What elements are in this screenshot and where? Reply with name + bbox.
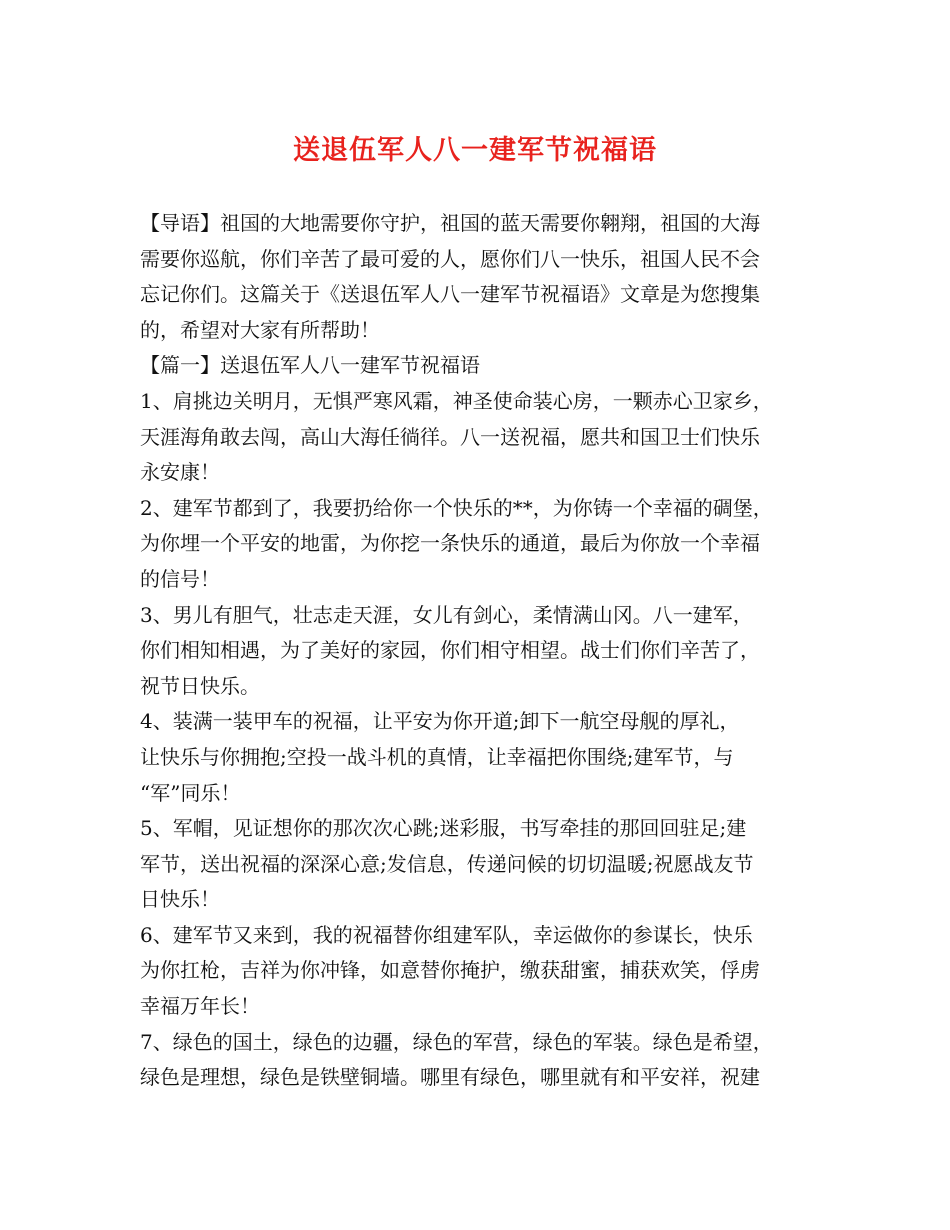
text-line: 军节，送出祝福的深深心意;发信息，传递问候的切切温暖;祝愿战友节: [140, 851, 754, 876]
text-line: 祝节日快乐。: [140, 673, 260, 698]
text-line: 绿色是理想，绿色是铁壁铜墙。哪里有绿色，哪里就有和平安祥，祝建: [140, 1065, 760, 1090]
text-line: 为你埋一个平安的地雷，为你挖一条快乐的通道，最后为你放一个幸福: [140, 531, 760, 556]
text-line: 6、建军节又来到，我的祝福替你组建军队，幸运做你的参谋长，快乐: [140, 922, 753, 947]
text-line: 4、装满一装甲车的祝福，让平安为你开道;卸下一航空母舰的厚礼，: [140, 709, 740, 734]
text-line: 的信号！: [140, 566, 220, 591]
text-line: 天涯海角敢去闯，高山大海任徜徉。八一送祝福，愿共和国卫士们快乐: [140, 424, 760, 449]
text-line: 7、绿色的国土，绿色的边疆，绿色的军营，绿色的军装。绿色是希望，: [140, 1029, 773, 1054]
text-line: 【导语】祖国的大地需要你守护，祖国的蓝天需要你翱翔，祖国的大海: [140, 211, 760, 235]
text-line: 5、军帽，见证想你的那次次心跳;迷彩服，书写牵挂的那回回驻足;建: [140, 816, 747, 841]
text-line: 幸福万年长！: [140, 994, 260, 1019]
document-title: 送退伍军人八一建军节祝福语: [293, 135, 657, 166]
text-line: 为你扛枪，吉祥为你冲锋，如意替你掩护，缴获甜蜜，捕获欢笑，俘虏: [140, 958, 760, 983]
text-line: 永安康！: [140, 460, 220, 485]
text-line: 的，希望对大家有所帮助！: [140, 317, 380, 342]
text-line: 1、肩挑边关明月，无惧严寒风霜，神圣使命装心房，一颗赤心卫家乡，: [140, 388, 773, 413]
text-line: 忘记你们。这篇关于《送退伍军人八一建军节祝福语》文章是为您搜集: [140, 282, 760, 307]
document-body: [140, 206, 830, 1096]
text-line: 需要你巡航，你们辛苦了最可爱的人，愿你们八一快乐，祖国人民不会: [140, 246, 760, 271]
text-line: 3、男儿有胆气，壮志走天涯，女儿有剑心，柔情满山冈。八一建军，: [140, 602, 753, 627]
text-line: 2、建军节都到了，我要扔给你一个快乐的**，为你铸一个幸福的碉堡，: [140, 495, 773, 520]
section-heading: 【篇一】送退伍军人八一建军节祝福语: [140, 353, 480, 378]
text-line: 让快乐与你拥抱;空投一战斗机的真情，让幸福把你围绕;建军节，与: [140, 744, 734, 769]
text-line: 日快乐！: [140, 887, 220, 912]
text-line: 你们相知相遇，为了美好的家园，你们相守相望。战士们你们辛苦了，: [140, 638, 760, 663]
text-line: “军”同乐！: [140, 780, 241, 805]
